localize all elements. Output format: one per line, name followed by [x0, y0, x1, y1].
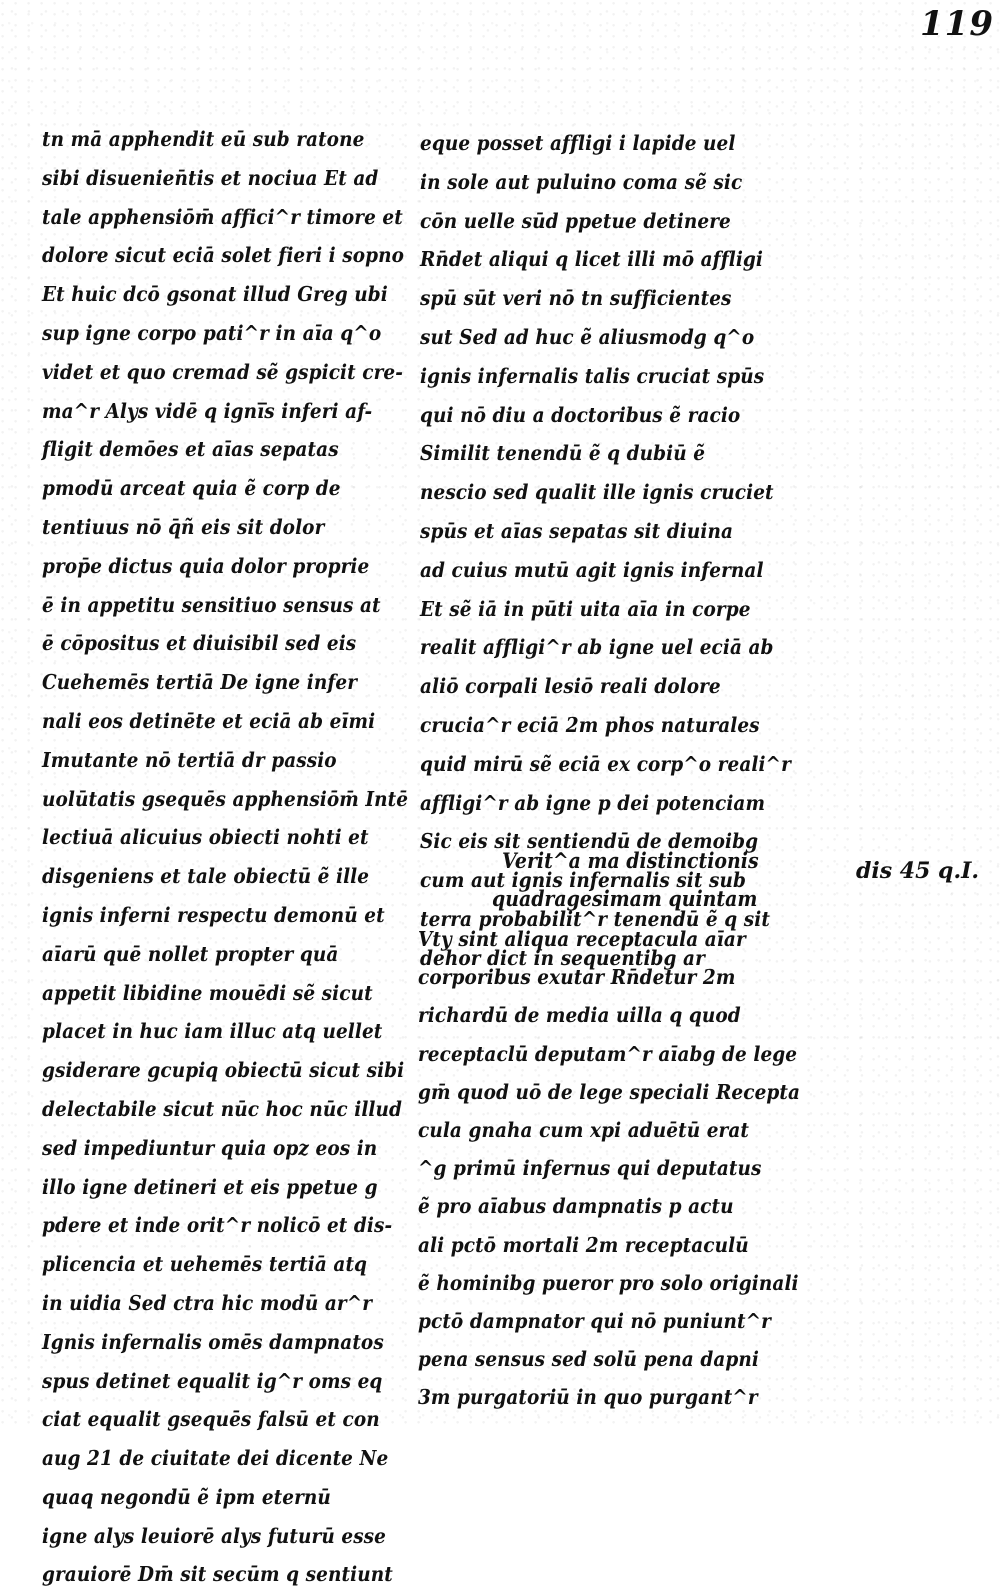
text-line: uolūtatis gsequēs apphensiōm̄ Intē: [42, 786, 409, 811]
text-line: grauiorē Dm̄ sit secūm q sentiunt: [42, 1562, 393, 1587]
text-line: appetit libidine mouēdi sẽ sicut: [42, 980, 373, 1005]
text-line: ma^r Alys vidē q igni̅s inferi af-: [42, 398, 373, 423]
text-line: aliō corpali lesiō reali dolore: [420, 674, 721, 699]
text-line: Similit tenendū ẽ q dubiū ẽ: [420, 441, 706, 466]
text-line: qui nō diu a doctoribus ẽ racio: [420, 402, 741, 427]
text-line: ẽ hominibg pueror pro solo originali: [418, 1270, 799, 1295]
text-line: Sic eis sit sentiendū de demoibg: [420, 829, 759, 854]
text-line: Et sẽ iā in pūti uita aīa in corpe: [420, 596, 751, 621]
text-line: dehor dict in sequentibg ar: [420, 945, 705, 970]
text-line: pctō dampnator qui nō puniunt^r: [418, 1308, 771, 1333]
text-line: aug 21 de ciuitate dei dicente Ne: [42, 1446, 389, 1471]
text-line: pena sensus sed solū pena dapni: [418, 1347, 759, 1372]
text-line: realit affligi^r ab igne uel eciā ab: [420, 635, 774, 660]
text-line: lectiuā alicuius obiecti nohti et: [42, 825, 369, 850]
text-line: nescio sed qualit ille ignis cruciet: [420, 480, 774, 505]
text-line: ē in appetitu sensitiuo sensus at: [42, 592, 381, 617]
chapter-heading-line-1: Verit^a ma distinctionis: [502, 848, 759, 873]
text-line: spū sūt veri nō tn sufficientes: [420, 286, 732, 311]
text-line: Imutante nō tertiā dr passio: [42, 747, 337, 772]
text-line: delectabile sicut nūc hoc nūc illud: [42, 1096, 403, 1121]
text-line: nali eos detinēte et eciā ab eīmi: [42, 708, 376, 733]
text-line: quid mirū sẽ eciā ex corp^o reali^r: [420, 751, 791, 776]
text-line: aīarū quē nollet propter quā: [42, 941, 339, 966]
text-line: plicencia et uehemēs tertiā atq: [42, 1252, 368, 1277]
text-line: placet in huc iam illuc atq uellet: [42, 1019, 383, 1044]
text-line: in uidia Sed ctra hic modū ar^r: [42, 1290, 373, 1315]
chapter-heading-line-2: quadragesimam quintam: [492, 886, 758, 911]
text-line: sibi disuenien̄tis et nociua Et ad: [42, 165, 379, 190]
text-line: gm̄ quod uō de lege speciali Recepta: [418, 1079, 801, 1104]
text-line: ciat equalit gsequēs falsū et con: [42, 1407, 380, 1432]
marginal-annotation: dis 45 q.I.: [856, 858, 980, 884]
text-line: corporibus exutar Rn̄detur 2m: [418, 965, 736, 990]
text-line: 3m purgatoriū in quo purgant^r: [418, 1385, 758, 1410]
text-line: ^g primū infernus qui deputatus: [418, 1156, 762, 1181]
text-line: ē cōpositus et diuisibil sed eis: [42, 631, 357, 656]
text-line: sup igne corpo pati^r in aīa q^o: [42, 320, 382, 345]
text-line: Vty sint aliqua receptacula aīar: [418, 927, 746, 951]
text-line: pmodū arceat quia ẽ corp de: [42, 476, 341, 501]
text-line: ẽ pro aīabus dampnatis p actu: [418, 1194, 734, 1219]
text-line: Et huic dcō gsonat illud Greg ubi: [42, 282, 388, 307]
text-line: quaq negondū ẽ ipm eternū: [42, 1484, 331, 1509]
text-line: terra probabilit^r tenendū ẽ q sit: [420, 906, 770, 931]
text-line: tentiuus nō q̄ñ eis sit dolor: [42, 514, 325, 539]
text-line: illo igne detineri et eis ppetue g: [42, 1174, 378, 1199]
text-line: gsiderare gcupiq obiectū sicut sibi: [42, 1058, 405, 1083]
text-line: Rn̄det aliqui q licet illi mō affligi: [420, 247, 764, 272]
right-text-column-lower: [418, 920, 801, 1416]
text-line: tale apphensiōm̄ affici^r timore et: [42, 204, 403, 229]
text-line: spus detinet equalit ig^r oms eq: [42, 1368, 383, 1393]
text-line: disgeniens et tale obiectū ẽ ille: [42, 864, 370, 889]
text-line: richardū de media uilla q quod: [418, 1003, 741, 1028]
text-line: eque posset affligi i lapide uel: [420, 131, 736, 155]
text-line: cōn uelle sūd ppetue detinere: [420, 208, 731, 233]
text-line: receptaclū deputam^r aīabg de lege: [418, 1041, 798, 1066]
text-line: igne alys leuiorē alys futurū esse: [42, 1523, 386, 1548]
text-line: affligi^r ab igne p dei potenciam: [420, 790, 766, 815]
text-line: cum aut ignis infernalis sit sub: [420, 868, 746, 893]
text-line: fligit demōes et aīas sepatas: [42, 437, 339, 462]
text-line: Ignis infernalis omēs dampnatos: [42, 1329, 384, 1354]
text-line: spūs et aīas sepatas sit diuina: [420, 518, 734, 543]
text-line: sed impediuntur quia opz eos in: [42, 1135, 378, 1160]
text-line: videt et quo cremad sẽ gspicit cre-: [42, 359, 403, 384]
text-line: sut Sed ad huc ẽ aliusmodg q^o: [420, 324, 755, 349]
text-line: prop̄e dictus quia dolor proprie: [42, 553, 370, 578]
left-text-column: [42, 120, 409, 1594]
folio-number: 119: [920, 4, 994, 44]
text-line: pdere et inde orit^r nolicō et dis-: [42, 1213, 393, 1238]
chapter-heading: [492, 842, 802, 918]
text-line: cula gnaha cum xpi aduētū erat: [418, 1117, 750, 1142]
text-line: ad cuius mutū agit ignis infernal: [420, 557, 764, 582]
text-line: ignis inferni respectu demonū et: [42, 902, 385, 927]
text-line: Cuehemēs tertiā De igne infer: [42, 670, 358, 695]
text-line: tn mā apphendit eū sub ratone: [42, 127, 365, 151]
text-line: dolore sicut eciā solet fieri i sopno: [42, 243, 405, 268]
text-line: ignis infernalis talis cruciat spūs: [420, 363, 765, 388]
text-line: in sole aut puluino coma sẽ sic: [420, 169, 743, 194]
text-line: crucia^r eciā 2m phos naturales: [420, 712, 760, 737]
text-line: ali pctō mortali 2m receptaculū: [418, 1232, 749, 1257]
